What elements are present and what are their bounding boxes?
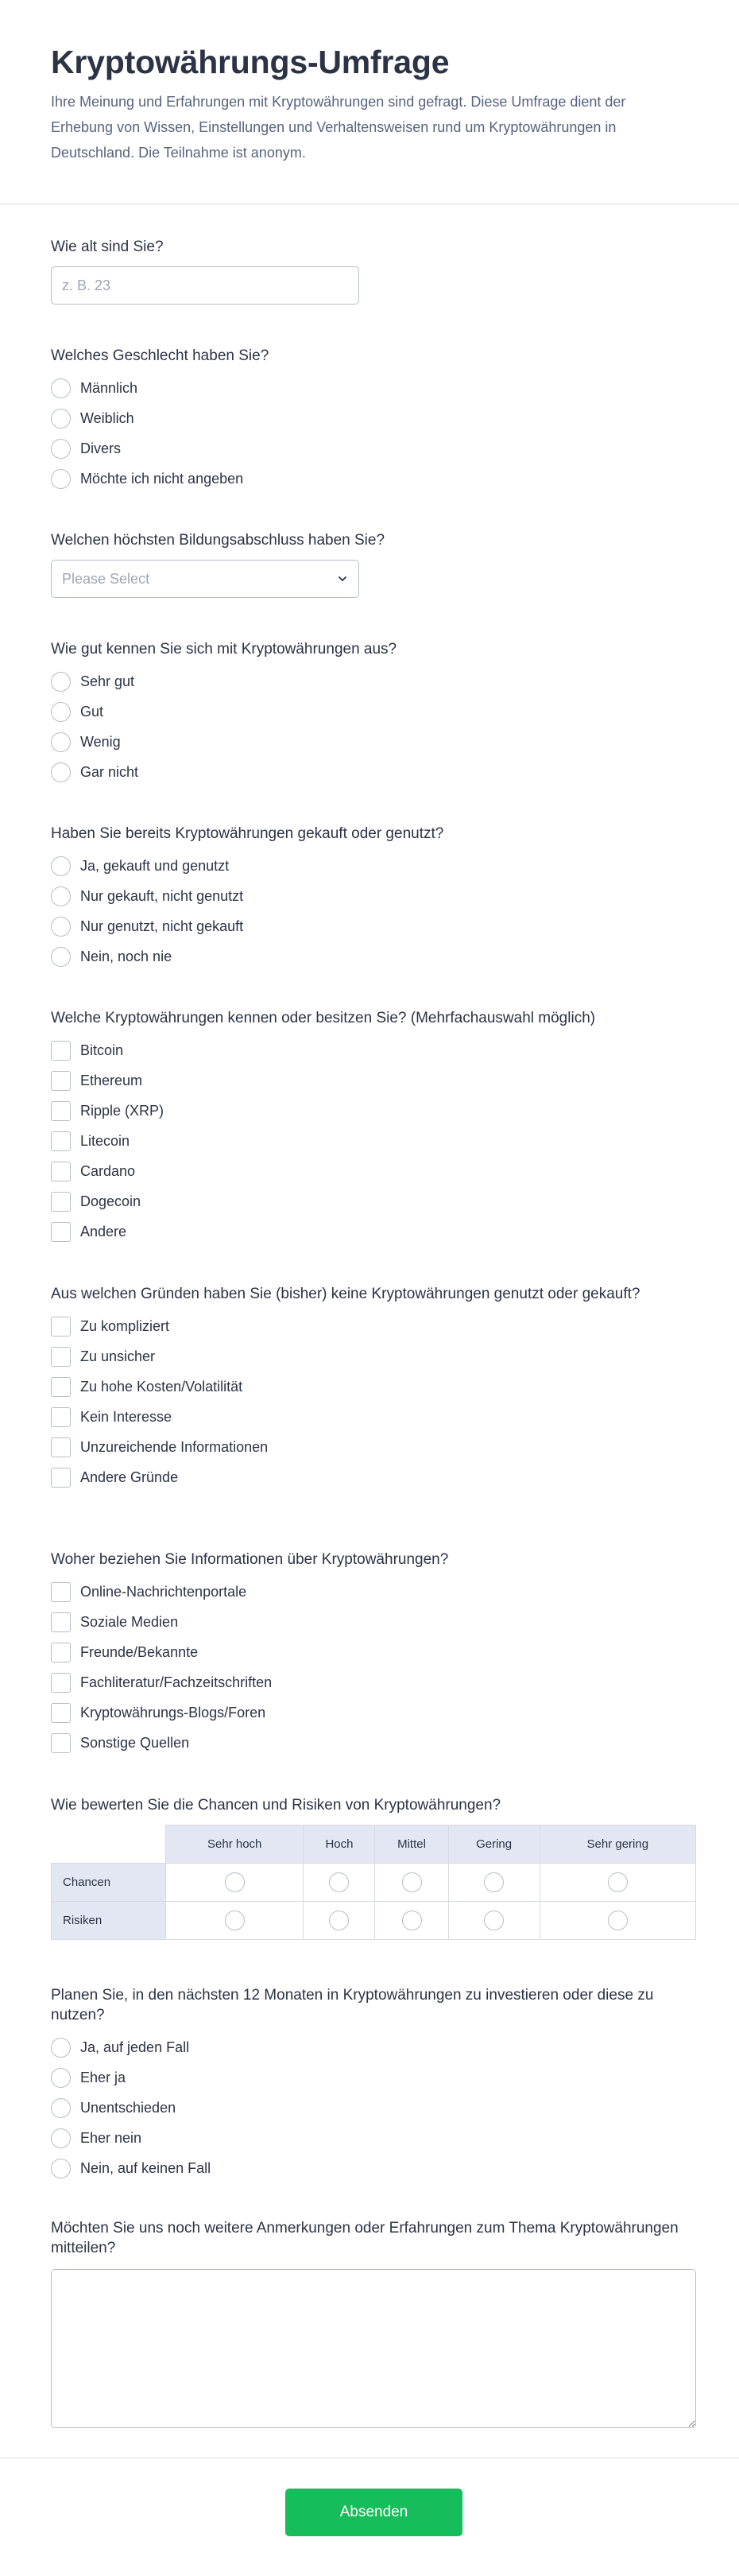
- radio-circle-icon[interactable]: [51, 702, 71, 722]
- option-label: Zu hohe Kosten/Volatilität: [80, 1378, 243, 1395]
- question-usage: [51, 824, 696, 972]
- matrix-radio-icon[interactable]: [608, 1872, 628, 1892]
- option-label: Ethereum: [80, 1072, 143, 1088]
- checkbox-option[interactable]: [51, 1371, 696, 1402]
- radio-circle-icon[interactable]: [51, 2128, 71, 2148]
- question-reasons: [51, 1284, 696, 1492]
- option-label: Kryptowährungs-Blogs/Foren: [80, 1704, 266, 1721]
- question-label: Planen Sie, in den nächsten 12 Monaten in Kryptowährungen zu investieren oder diese zu nutzen?: [51, 1987, 654, 2023]
- radio-option[interactable]: [51, 757, 696, 787]
- question-label: Haben Sie bereits Kryptowährungen gekauft oder genutzt?: [51, 825, 444, 842]
- option-label: Nein, auf keinen Fall: [80, 2159, 211, 2176]
- matrix-row-header: Chancen: [52, 1864, 166, 1902]
- question-label: Wie gut kennen Sie sich mit Kryptowährungen aus?: [51, 641, 397, 658]
- question-invest-plans: [51, 1985, 696, 2183]
- form-footer: [0, 2458, 739, 2576]
- matrix-radio-icon[interactable]: [608, 1911, 628, 1930]
- option-label: Cardano: [80, 1162, 136, 1179]
- option-label: Gut: [80, 703, 104, 720]
- option-label: Dogecoin: [80, 1193, 141, 1209]
- option-label: Online-Nachrichtenportale: [80, 1583, 247, 1600]
- matrix-column-header: Sehr gering: [540, 1825, 695, 1864]
- option-label: Ripple (XRP): [80, 1102, 164, 1119]
- radio-option[interactable]: [51, 881, 696, 911]
- matrix-corner: [52, 1825, 166, 1864]
- checkbox-icon[interactable]: [51, 1377, 71, 1397]
- option-label: Andere: [80, 1223, 127, 1240]
- question-known-currencies: [51, 1008, 696, 1247]
- checkbox-icon[interactable]: [51, 1612, 71, 1632]
- matrix-row: [52, 1902, 696, 1940]
- option-label: Ja, gekauft und genutzt: [80, 857, 230, 874]
- radio-option[interactable]: [51, 464, 696, 494]
- question-sources: [51, 1550, 696, 1758]
- age-input[interactable]: [51, 266, 359, 305]
- radio-circle-icon[interactable]: [51, 917, 71, 937]
- radio-option[interactable]: [51, 373, 696, 403]
- radio-circle-icon[interactable]: [51, 409, 71, 429]
- checkbox-icon[interactable]: [51, 1101, 71, 1121]
- option-label: Fachliteratur/Fachzeitschriften: [80, 1674, 273, 1690]
- matrix-radio-icon[interactable]: [329, 1872, 349, 1892]
- question-label: Wie bewerten Sie die Chancen und Risiken von Kryptowährungen?: [51, 1797, 501, 1814]
- select-placeholder: Please Select: [62, 570, 150, 587]
- checkbox-option[interactable]: [51, 1402, 696, 1432]
- matrix-radio-icon[interactable]: [225, 1872, 245, 1892]
- question-comments: [51, 2218, 696, 2432]
- radio-circle-icon[interactable]: [51, 378, 71, 398]
- option-label: Wenig: [80, 733, 121, 750]
- option-label: Eher ja: [80, 2069, 126, 2085]
- checkbox-option[interactable]: [51, 1667, 696, 1697]
- radio-group: [51, 373, 696, 494]
- radio-circle-icon[interactable]: [51, 732, 71, 752]
- checkbox-icon[interactable]: [51, 1407, 71, 1427]
- checkbox-option[interactable]: [51, 1096, 696, 1126]
- matrix-radio-icon[interactable]: [484, 1872, 504, 1892]
- checkbox-option[interactable]: [51, 1728, 696, 1758]
- checkbox-icon[interactable]: [51, 1437, 71, 1457]
- checkbox-option[interactable]: [51, 1607, 696, 1637]
- radio-circle-icon[interactable]: [51, 2159, 71, 2178]
- option-label: Litecoin: [80, 1132, 130, 1149]
- form-header: [0, 0, 739, 204]
- radio-option[interactable]: [51, 941, 696, 972]
- question-chances-risks: [51, 1795, 696, 1940]
- option-label: Bitcoin: [80, 1042, 124, 1058]
- radio-circle-icon[interactable]: [51, 2068, 71, 2088]
- checkbox-icon[interactable]: [51, 1162, 71, 1181]
- option-label: Sonstige Quellen: [80, 1734, 190, 1751]
- checkbox-option[interactable]: [51, 1462, 696, 1492]
- question-gender: [51, 346, 696, 494]
- checkbox-group: [51, 1311, 696, 1492]
- option-label: Zu unsicher: [80, 1348, 156, 1364]
- checkbox-icon[interactable]: [51, 1643, 71, 1662]
- checkbox-option[interactable]: [51, 1156, 696, 1186]
- checkbox-icon[interactable]: [51, 1673, 71, 1693]
- checkbox-icon[interactable]: [51, 1192, 71, 1212]
- checkbox-icon[interactable]: [51, 1582, 71, 1602]
- option-label: Weiblich: [80, 409, 134, 426]
- question-label: Welches Geschlecht haben Sie?: [51, 347, 269, 364]
- matrix-row-header: Risiken: [52, 1902, 166, 1940]
- question-age: [51, 237, 696, 305]
- checkbox-option[interactable]: [51, 1697, 696, 1728]
- radio-circle-icon[interactable]: [51, 762, 71, 782]
- checkbox-icon[interactable]: [51, 1468, 71, 1488]
- option-label: Eher nein: [80, 2129, 142, 2146]
- radio-circle-icon[interactable]: [51, 672, 71, 692]
- radio-option[interactable]: [51, 2032, 696, 2062]
- education-select[interactable]: [51, 560, 359, 598]
- option-label: Freunde/Bekannte: [80, 1643, 199, 1660]
- radio-group: [51, 851, 696, 972]
- chevron-down-icon: [337, 573, 348, 584]
- option-label: Zu kompliziert: [80, 1317, 170, 1334]
- comments-textarea[interactable]: [51, 2269, 696, 2428]
- checkbox-icon[interactable]: [51, 1347, 71, 1367]
- checkbox-icon[interactable]: [51, 1703, 71, 1723]
- radio-option[interactable]: [51, 2093, 696, 2123]
- radio-option[interactable]: [51, 851, 696, 881]
- checkbox-icon[interactable]: [51, 1317, 71, 1336]
- radio-option[interactable]: [51, 403, 696, 433]
- matrix-column-header: Hoch: [304, 1825, 375, 1864]
- matrix-radio-icon[interactable]: [329, 1911, 349, 1930]
- radio-circle-icon[interactable]: [51, 469, 71, 489]
- question-education: [51, 530, 696, 598]
- rating-matrix: [51, 1825, 696, 1940]
- radio-option[interactable]: [51, 2123, 696, 2153]
- checkbox-icon[interactable]: [51, 1222, 71, 1242]
- submit-button[interactable]: Absenden: [285, 2489, 462, 2536]
- radio-option[interactable]: [51, 727, 696, 757]
- checkbox-option[interactable]: [51, 1311, 696, 1341]
- option-label: Ja, auf jeden Fall: [80, 2039, 190, 2055]
- radio-circle-icon[interactable]: [51, 2038, 71, 2058]
- matrix-radio-icon[interactable]: [225, 1911, 245, 1930]
- option-label: Nein, noch nie: [80, 948, 172, 964]
- checkbox-option[interactable]: [51, 1126, 696, 1156]
- matrix-column-header: Sehr hoch: [166, 1825, 304, 1864]
- option-label: Andere Gründe: [80, 1468, 179, 1485]
- radio-group: [51, 666, 696, 787]
- checkbox-option[interactable]: [51, 1035, 696, 1065]
- option-label: Unentschieden: [80, 2099, 176, 2116]
- option-label: Nur gekauft, nicht genutzt: [80, 887, 244, 904]
- radio-circle-icon[interactable]: [51, 2098, 71, 2118]
- radio-option[interactable]: [51, 696, 696, 727]
- question-label: Aus welchen Gründen haben Sie (bisher) keine Kryptowährungen genutzt oder gekauft?: [51, 1286, 640, 1302]
- checkbox-icon[interactable]: [51, 1733, 71, 1753]
- radio-option[interactable]: [51, 666, 696, 696]
- option-label: Männlich: [80, 379, 138, 396]
- question-label: Welche Kryptowährungen kennen oder besitzen Sie? (Mehrfachauswahl möglich): [51, 1010, 596, 1026]
- checkbox-option[interactable]: [51, 1577, 696, 1607]
- matrix-radio-icon[interactable]: [402, 1872, 422, 1892]
- checkbox-option[interactable]: [51, 1637, 696, 1667]
- option-label: Kein Interesse: [80, 1408, 172, 1425]
- option-label: Nur genutzt, nicht gekauft: [80, 918, 244, 934]
- question-label: Wie alt sind Sie?: [51, 239, 164, 255]
- option-label: Gar nicht: [80, 763, 139, 780]
- option-label: Möchte ich nicht angeben: [80, 470, 244, 487]
- radio-group: [51, 2032, 696, 2183]
- checkbox-group: [51, 1035, 696, 1247]
- matrix-radio-icon[interactable]: [484, 1911, 504, 1930]
- radio-option[interactable]: [51, 911, 696, 941]
- radio-option[interactable]: [51, 2153, 696, 2183]
- checkbox-option[interactable]: [51, 1065, 696, 1096]
- question-knowledge: [51, 639, 696, 787]
- checkbox-option[interactable]: [51, 1432, 696, 1462]
- question-label: Welchen höchsten Bildungsabschluss haben Sie?: [51, 532, 385, 549]
- matrix-column-header: Gering: [448, 1825, 540, 1864]
- radio-circle-icon[interactable]: [51, 856, 71, 876]
- option-label: Soziale Medien: [80, 1613, 179, 1630]
- form-description: Ihre Meinung und Erfahrungen mit Kryptowährungen sind gefragt. Diese Umfrage dient der Erhebung von Wissen, Einstellungen und Verhaltensweisen rund um Kryptowährungen in Deutschland. Die Teilnahme ist anonym.: [51, 94, 626, 161]
- radio-option[interactable]: [51, 2062, 696, 2093]
- question-label: Woher beziehen Sie Informationen über Kryptowährungen?: [51, 1551, 449, 1568]
- checkbox-group: [51, 1577, 696, 1758]
- checkbox-option[interactable]: [51, 1186, 696, 1216]
- checkbox-option[interactable]: [51, 1341, 696, 1371]
- checkbox-icon[interactable]: [51, 1041, 71, 1061]
- radio-circle-icon[interactable]: [51, 947, 71, 967]
- matrix-column-header: Mittel: [375, 1825, 448, 1864]
- option-label: Sehr gut: [80, 673, 135, 689]
- option-label: Unzureichende Informationen: [80, 1438, 269, 1455]
- radio-option[interactable]: [51, 433, 696, 464]
- question-label: Möchten Sie uns noch weitere Anmerkungen oder Erfahrungen zum Thema Kryptowährungen mitteilen?: [51, 2220, 679, 2256]
- radio-circle-icon[interactable]: [51, 886, 71, 906]
- radio-circle-icon[interactable]: [51, 439, 71, 459]
- matrix-row: [52, 1864, 696, 1902]
- checkbox-icon[interactable]: [51, 1131, 71, 1151]
- option-label: Divers: [80, 440, 122, 456]
- matrix-radio-icon[interactable]: [402, 1911, 422, 1930]
- checkbox-option[interactable]: [51, 1216, 696, 1247]
- checkbox-icon[interactable]: [51, 1071, 71, 1091]
- form-title: Kryptowährungs-Umfrage: [51, 44, 450, 80]
